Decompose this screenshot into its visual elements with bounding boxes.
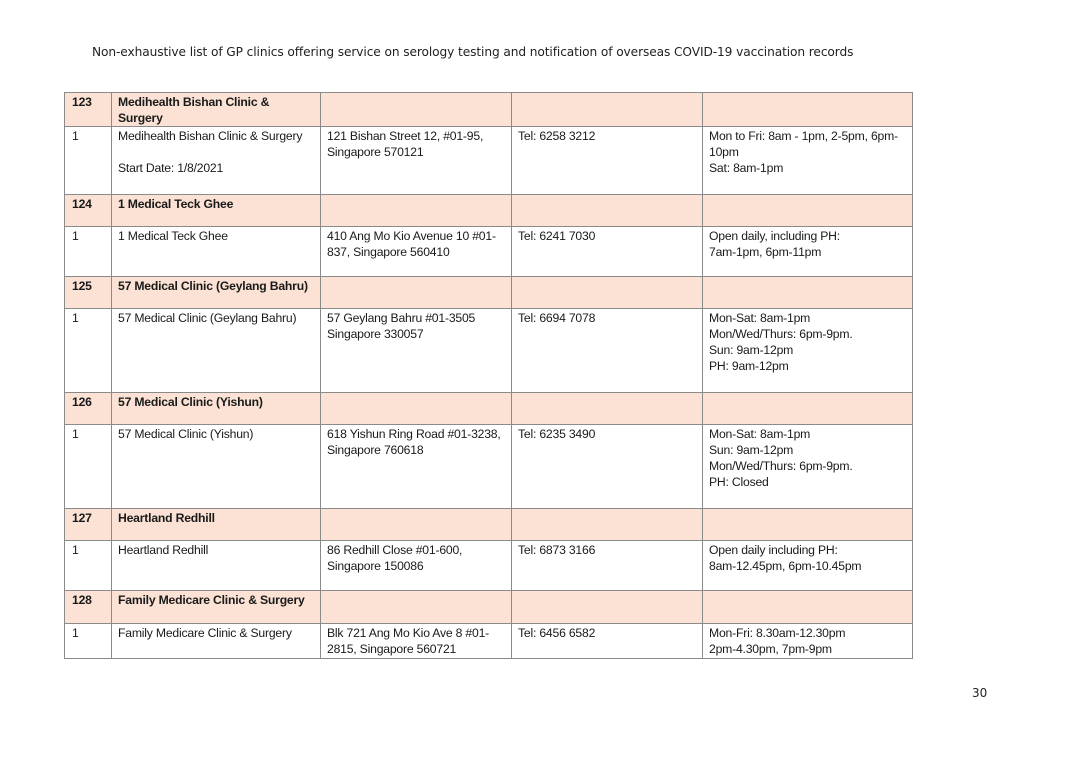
hours-line: 10pm (709, 145, 739, 159)
group-name-text: 57 Medical Clinic (Yishun) (118, 395, 263, 409)
clinic-hours (703, 624, 913, 659)
hours-line: Open daily, including PH: (709, 229, 840, 243)
clinic-number-text: 1 (72, 311, 79, 325)
clinic-name (112, 127, 321, 195)
clinic-name (112, 309, 321, 393)
clinic-number (65, 624, 112, 659)
hours-line: Mon/Wed/Thurs: 6pm-9pm. (709, 327, 853, 341)
group-empty-cell (703, 93, 913, 127)
clinic-number-text: 1 (72, 543, 79, 557)
clinic-name (112, 425, 321, 509)
clinic-telephone (512, 541, 703, 591)
group-row (65, 393, 913, 425)
hours-line: Sat: 8am-1pm (709, 161, 784, 175)
clinic-number (65, 227, 112, 277)
group-empty-cell (512, 277, 703, 309)
group-empty-cell (703, 195, 913, 227)
clinic-telephone (512, 309, 703, 393)
address-line: Singapore 760618 (327, 443, 424, 457)
clinic-hours (703, 541, 913, 591)
group-number-text: 123 (72, 95, 92, 109)
group-empty-cell (512, 393, 703, 425)
clinic-row (65, 541, 913, 591)
clinic-name (112, 227, 321, 277)
clinic-name-text: Medihealth Bishan Clinic & Surgery (118, 129, 303, 143)
group-empty-cell (703, 393, 913, 425)
clinic-telephone (512, 127, 703, 195)
clinic-name (112, 624, 321, 659)
group-empty-cell (321, 509, 512, 541)
clinic-address (321, 624, 512, 659)
group-name-text: Family Medicare Clinic & Surgery (118, 593, 305, 607)
address-line: Blk 721 Ang Mo Kio Ave 8 #01- (327, 626, 490, 640)
clinic-number (65, 127, 112, 195)
clinic-number-text: 1 (72, 229, 79, 243)
group-number-text: 124 (72, 197, 92, 211)
group-number-text: 126 (72, 395, 92, 409)
address-line: 86 Redhill Close #01-600, (327, 543, 463, 557)
group-row (65, 591, 913, 624)
telephone-text: Tel: 6235 3490 (518, 427, 596, 441)
address-line: 57 Geylang Bahru #01-3505 (327, 311, 476, 325)
hours-line: 2pm-4.30pm, 7pm-9pm (709, 642, 832, 656)
hours-line: Sun: 9am-12pm (709, 343, 794, 357)
clinic-hours (703, 425, 913, 509)
clinic-number-text: 1 (72, 626, 79, 640)
group-number (65, 509, 112, 541)
hours-line: PH: 9am-12pm (709, 359, 789, 373)
address-line: 410 Ang Mo Kio Avenue 10 #01- (327, 229, 496, 243)
page-number: 30 (972, 686, 988, 700)
clinic-name (112, 541, 321, 591)
clinic-name-text: 1 Medical Teck Ghee (118, 229, 228, 243)
group-name-text: 57 Medical Clinic (Geylang Bahru) (118, 279, 308, 293)
telephone-text: Tel: 6694 7078 (518, 311, 596, 325)
telephone-text: Tel: 6241 7030 (518, 229, 596, 243)
group-row (65, 195, 913, 227)
clinic-telephone (512, 425, 703, 509)
clinic-hours (703, 227, 913, 277)
address-line: Singapore 330057 (327, 327, 424, 341)
hours-line: Mon/Wed/Thurs: 6pm-9pm. (709, 459, 853, 473)
clinic-hours (703, 127, 913, 195)
hours-line: Sun: 9am-12pm (709, 443, 794, 457)
group-number-text: 125 (72, 279, 92, 293)
spacer (118, 144, 314, 160)
hours-line: PH: Closed (709, 475, 769, 489)
group-empty-cell (703, 591, 913, 624)
group-name (112, 195, 321, 227)
hours-line: 7am-1pm, 6pm-11pm (709, 245, 822, 259)
clinic-address (321, 127, 512, 195)
group-empty-cell (512, 195, 703, 227)
address-line: 618 Yishun Ring Road #01-3238, (327, 427, 501, 441)
group-number (65, 591, 112, 624)
clinic-address (321, 425, 512, 509)
clinic-address (321, 227, 512, 277)
group-name (112, 591, 321, 624)
hours-line: Mon-Fri: 8.30am-12.30pm (709, 626, 846, 640)
group-number-text: 127 (72, 511, 92, 525)
telephone-text: Tel: 6258 3212 (518, 129, 596, 143)
clinic-number (65, 309, 112, 393)
group-empty-cell (512, 509, 703, 541)
group-row (65, 93, 913, 127)
group-name-text: Heartland Redhill (118, 511, 215, 525)
address-line: Singapore 150086 (327, 559, 424, 573)
group-empty-cell (703, 277, 913, 309)
clinic-row (65, 227, 913, 277)
group-empty-cell (321, 591, 512, 624)
group-number (65, 195, 112, 227)
clinic-start-date: Start Date: 1/8/2021 (118, 161, 224, 175)
group-empty-cell (512, 591, 703, 624)
group-name (112, 509, 321, 541)
group-name (112, 277, 321, 309)
group-number (65, 393, 112, 425)
group-name-text: 1 Medical Teck Ghee (118, 197, 234, 211)
group-number (65, 277, 112, 309)
telephone-text: Tel: 6873 3166 (518, 543, 596, 557)
address-line: 121 Bishan Street 12, #01-95, (327, 129, 484, 143)
clinic-name-text: Heartland Redhill (118, 543, 209, 557)
group-row (65, 277, 913, 309)
clinic-name-text: Family Medicare Clinic & Surgery (118, 626, 292, 640)
hours-line: Mon-Sat: 8am-1pm (709, 427, 811, 441)
group-name (112, 93, 321, 127)
group-number (65, 93, 112, 127)
group-empty-cell (321, 277, 512, 309)
clinic-telephone (512, 227, 703, 277)
group-name (112, 393, 321, 425)
group-empty-cell (321, 393, 512, 425)
clinic-number-text: 1 (72, 427, 79, 441)
clinic-address (321, 541, 512, 591)
group-empty-cell (703, 509, 913, 541)
clinic-number-text: 1 (72, 129, 79, 143)
clinic-row (65, 127, 913, 195)
address-line: 837, Singapore 560410 (327, 245, 450, 259)
clinic-row (65, 309, 913, 393)
telephone-text: Tel: 6456 6582 (518, 626, 596, 640)
address-line: 2815, Singapore 560721 (327, 642, 457, 656)
clinic-table (64, 92, 913, 659)
clinic-name-text: 57 Medical Clinic (Geylang Bahru) (118, 311, 297, 325)
clinic-number (65, 541, 112, 591)
hours-line: 8am-12.45pm, 6pm-10.45pm (709, 559, 862, 573)
group-empty-cell (512, 93, 703, 127)
hours-line: Open daily including PH: (709, 543, 838, 557)
address-line: Singapore 570121 (327, 145, 424, 159)
clinic-name-text: 57 Medical Clinic (Yishun) (118, 427, 254, 441)
clinic-number (65, 425, 112, 509)
clinic-address (321, 309, 512, 393)
hours-line: Mon-Sat: 8am-1pm (709, 311, 811, 325)
hours-line: Mon to Fri: 8am - 1pm, 2-5pm, 6pm- (709, 129, 898, 143)
group-row (65, 509, 913, 541)
group-number-text: 128 (72, 593, 92, 607)
clinic-hours (703, 309, 913, 393)
clinic-row (65, 624, 913, 659)
group-name-text: Medihealth Bishan Clinic & Surgery (118, 95, 270, 125)
group-empty-cell (321, 93, 512, 127)
group-empty-cell (321, 195, 512, 227)
clinic-telephone (512, 624, 703, 659)
document-title: Non-exhaustive list of GP clinics offering service on serology testing and notification of overseas COVID-19 vaccination records (92, 45, 854, 59)
clinic-row (65, 425, 913, 509)
